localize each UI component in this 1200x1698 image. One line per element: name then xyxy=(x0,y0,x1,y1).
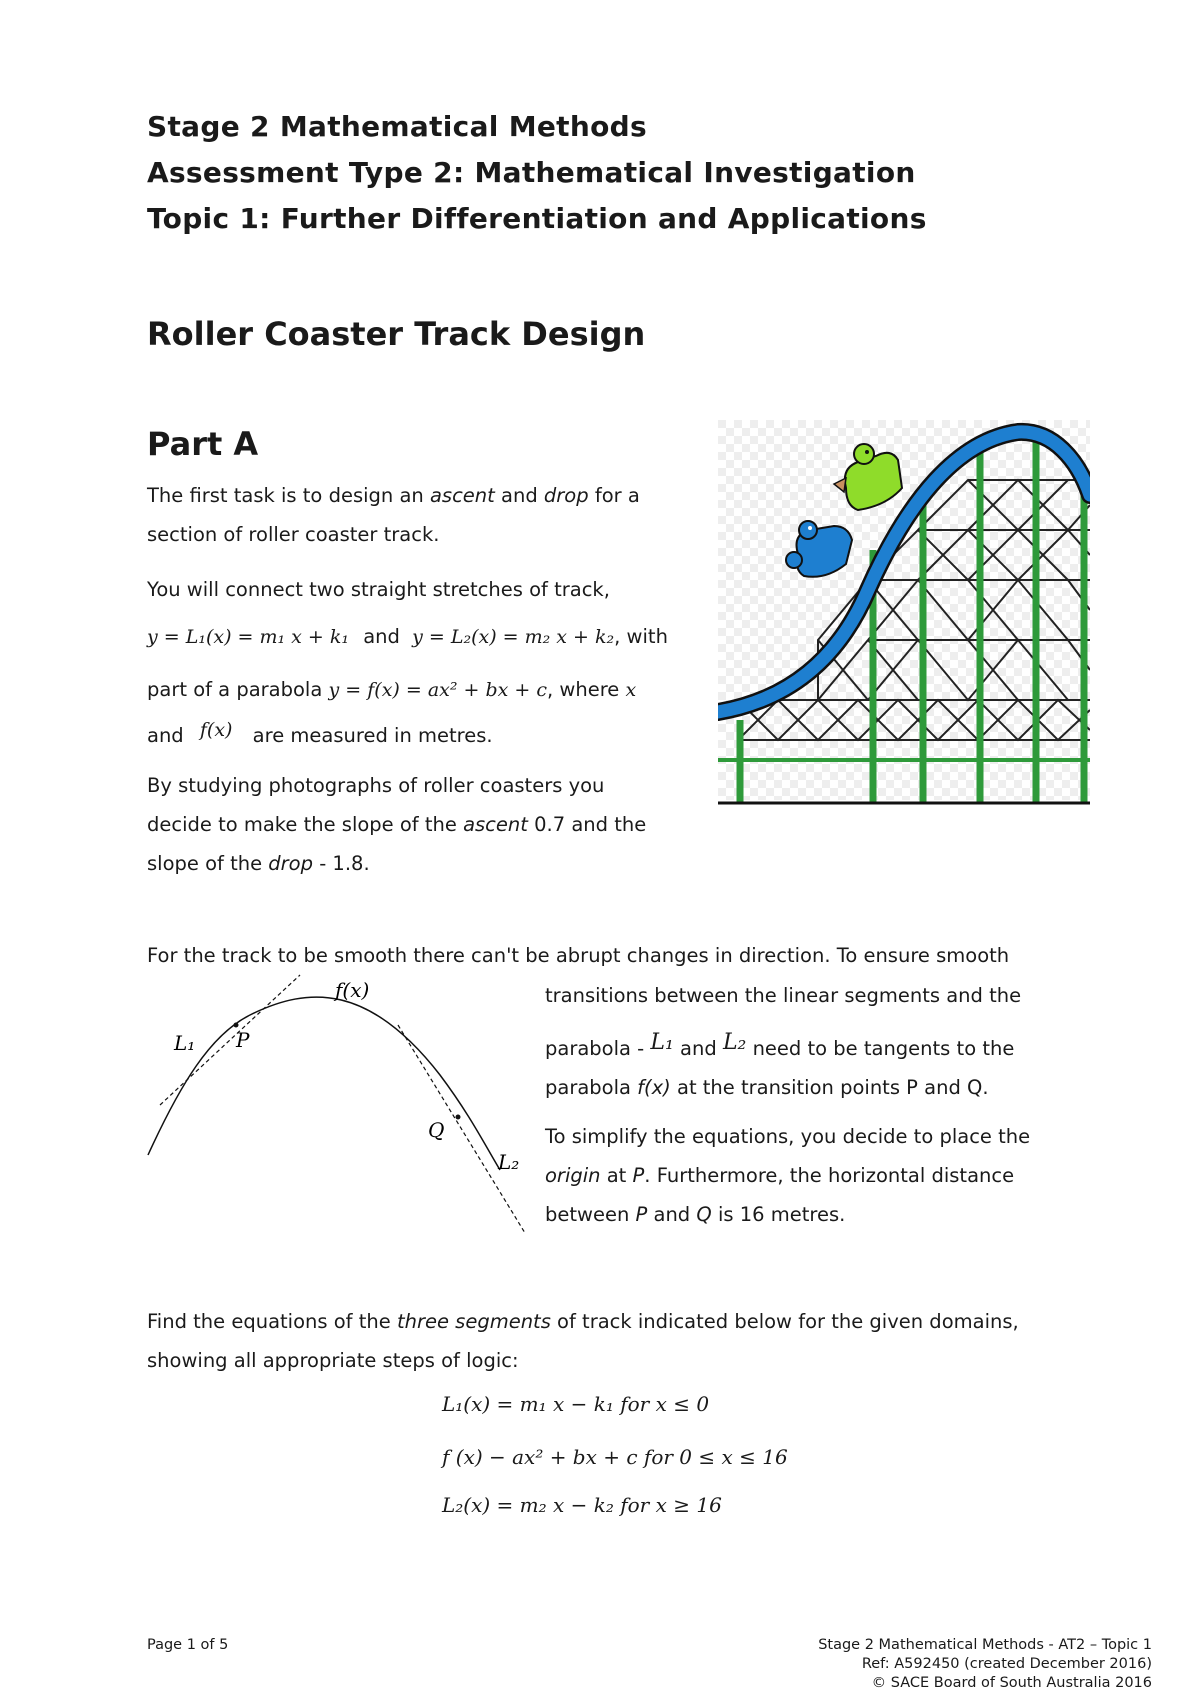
footer-right: Stage 2 Mathematical Methods - AT2 – Topic 1 Ref: A592450 (created December 2016) © SACE Board of South Australia 2016 xyxy=(818,1637,1152,1691)
roller-coaster-illustration xyxy=(718,420,1090,806)
diagram-label-p: P xyxy=(236,1028,250,1052)
part-a-heading: Part A xyxy=(147,425,259,463)
point-p xyxy=(234,1023,239,1028)
parabola-diagram xyxy=(140,965,540,1245)
part-a-paragraph-4: and f(x) are measured in metres. xyxy=(147,719,493,747)
part-a-paragraph-2-line-1: You will connect two straight stretches of track, xyxy=(147,578,610,601)
header-line-3: Topic 1: Further Differentiation and Applications xyxy=(147,202,927,235)
equation-segment-3: L₂(x) = m₂ x − k₂ for x ≥ 16 xyxy=(442,1493,722,1517)
diagram-label-l2: L₂ xyxy=(498,1150,520,1174)
equation-l1: y = L₁(x) = m₁ x + k₁ xyxy=(147,626,350,648)
diagram-label-fx: f(x) xyxy=(335,978,370,1002)
page-title: Roller Coaster Track Design xyxy=(147,315,646,353)
smooth-paragraph: transitions between the linear segments and the parabola - L₁ and L₂ need to be tangents to the parabola f(x) at the transition points P and Q. To simplify the equations, you decide to place the origin at P. Furthermore, the horizontal distance between P and Q is 16 metres. xyxy=(545,984,1031,1226)
footer-page-number: Page 1 of 5 xyxy=(147,1637,229,1653)
point-q xyxy=(456,1115,461,1120)
part-a-paragraph-2-line-2: y = L₁(x) = m₁ x + k₁ and y = L₂(x) = m₂ x + k₂, with xyxy=(147,625,668,648)
header-line-2: Assessment Type 2: Mathematical Investigation xyxy=(147,156,916,189)
part-a-paragraph-1: The first task is to design an ascent and drop for a section of roller coaster track. xyxy=(147,484,640,546)
part-a-paragraph-5: By studying photographs of roller coasters you decide to make the slope of the ascent 0.7 and the slope of the drop - 1.8. xyxy=(147,774,647,875)
equation-l2: y = L₂(x) = m₂ x + k₂ xyxy=(412,626,615,648)
smooth-line-1: For the track to be smooth there can't be abrupt changes in direction. To ensure smooth xyxy=(147,944,1010,967)
parabola-curve xyxy=(148,997,500,1170)
part-a-paragraph-3: part of a parabola y = f(x) = ax² + bx + c, where x xyxy=(147,678,637,701)
find-paragraph: Find the equations of the three segments of track indicated below for the given domains, showing all appropriate steps of logic: xyxy=(147,1310,1019,1372)
diagram-label-q: Q xyxy=(428,1118,445,1142)
equation-f: y = f(x) = ax² + bx + c xyxy=(328,679,547,701)
tangent-l2 xyxy=(398,1025,525,1233)
equation-segment-1: L₁(x) = m₁ x − k₁ for x ≤ 0 xyxy=(442,1392,710,1416)
diagram-label-l1: L₁ xyxy=(174,1031,196,1055)
header-line-1: Stage 2 Mathematical Methods xyxy=(147,110,647,143)
equation-segment-2: f (x) − ax² + bx + c for 0 ≤ x ≤ 16 xyxy=(442,1445,788,1469)
